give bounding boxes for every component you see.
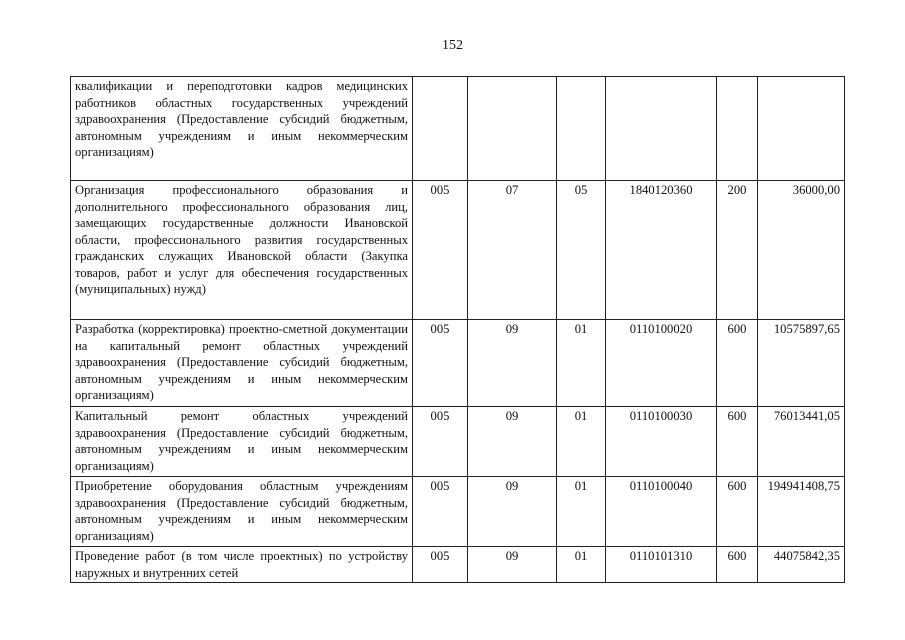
row-description: Приобретение оборудования областным учреждениям здравоохранения (Предоставление субсидий бюджетным, автономным учреждениям и иным некоммерческим организациям) [71, 477, 413, 547]
table-row [71, 320, 845, 407]
amount: 76013441,05 [758, 407, 845, 477]
row-description: Разработка (корректировка) проектно-сметной документации на капитальный ремонт областных учреждений здравоохранения (Предоставление субсидий бюджетным, автономным учреждениям и иным некоммерческим организациям) [71, 320, 413, 407]
subsection-code: 01 [557, 477, 606, 547]
expense-type-code: 600 [717, 320, 758, 407]
subsection-code [557, 77, 606, 181]
subsection-code: 01 [557, 407, 606, 477]
row-description: квалификации и переподготовки кадров медицинских работников областных государственных учреждений здравоохранения (Предоставление субсидий бюджетным, автономным учреждениям и иным некоммерческим организациям) [71, 77, 413, 181]
subsection-code: 01 [557, 547, 606, 583]
grbs-code [413, 77, 468, 181]
subsection-code: 05 [557, 181, 606, 320]
target-article-code: 1840120360 [606, 181, 717, 320]
section-code: 09 [468, 320, 557, 407]
row-description: Организация профессионального образования и дополнительного профессионального образования лиц, замещающих государственные должности Ивановской области, профессионального развития государственных гражданских служащих Ивановской области (Закупка товаров, работ и услуг для обеспечения государственных (муниципальных) нужд) [71, 181, 413, 320]
grbs-code: 005 [413, 547, 468, 583]
table-row [71, 181, 845, 320]
expense-type-code: 600 [717, 407, 758, 477]
subsection-code: 01 [557, 320, 606, 407]
section-code [468, 77, 557, 181]
amount: 10575897,65 [758, 320, 845, 407]
target-article-code: 0110100030 [606, 407, 717, 477]
amount: 194941408,75 [758, 477, 845, 547]
row-description: Капитальный ремонт областных учреждений здравоохранения (Предоставление субсидий бюджетным, автономным учреждениям и иным некоммерческим организациям) [71, 407, 413, 477]
target-article-code [606, 77, 717, 181]
table-row [71, 77, 845, 181]
section-code: 09 [468, 547, 557, 583]
page-number: 152 [442, 38, 463, 53]
section-code: 07 [468, 181, 557, 320]
grbs-code: 005 [413, 477, 468, 547]
expense-type-code: 600 [717, 547, 758, 583]
table-row [71, 407, 845, 477]
amount: 36000,00 [758, 181, 845, 320]
target-article-code: 0110100040 [606, 477, 717, 547]
budget-table [70, 76, 845, 583]
amount: 44075842,35 [758, 547, 845, 583]
table-row [71, 477, 845, 547]
expense-type-code [717, 77, 758, 181]
section-code: 09 [468, 407, 557, 477]
grbs-code: 005 [413, 181, 468, 320]
amount [758, 77, 845, 181]
grbs-code: 005 [413, 320, 468, 407]
grbs-code: 005 [413, 407, 468, 477]
table-row [71, 547, 845, 583]
target-article-code: 0110101310 [606, 547, 717, 583]
section-code: 09 [468, 477, 557, 547]
target-article-code: 0110100020 [606, 320, 717, 407]
row-description: Проведение работ (в том числе проектных) по устройству наружных и внутренних сетей [71, 547, 413, 583]
expense-type-code: 600 [717, 477, 758, 547]
expense-type-code: 200 [717, 181, 758, 320]
